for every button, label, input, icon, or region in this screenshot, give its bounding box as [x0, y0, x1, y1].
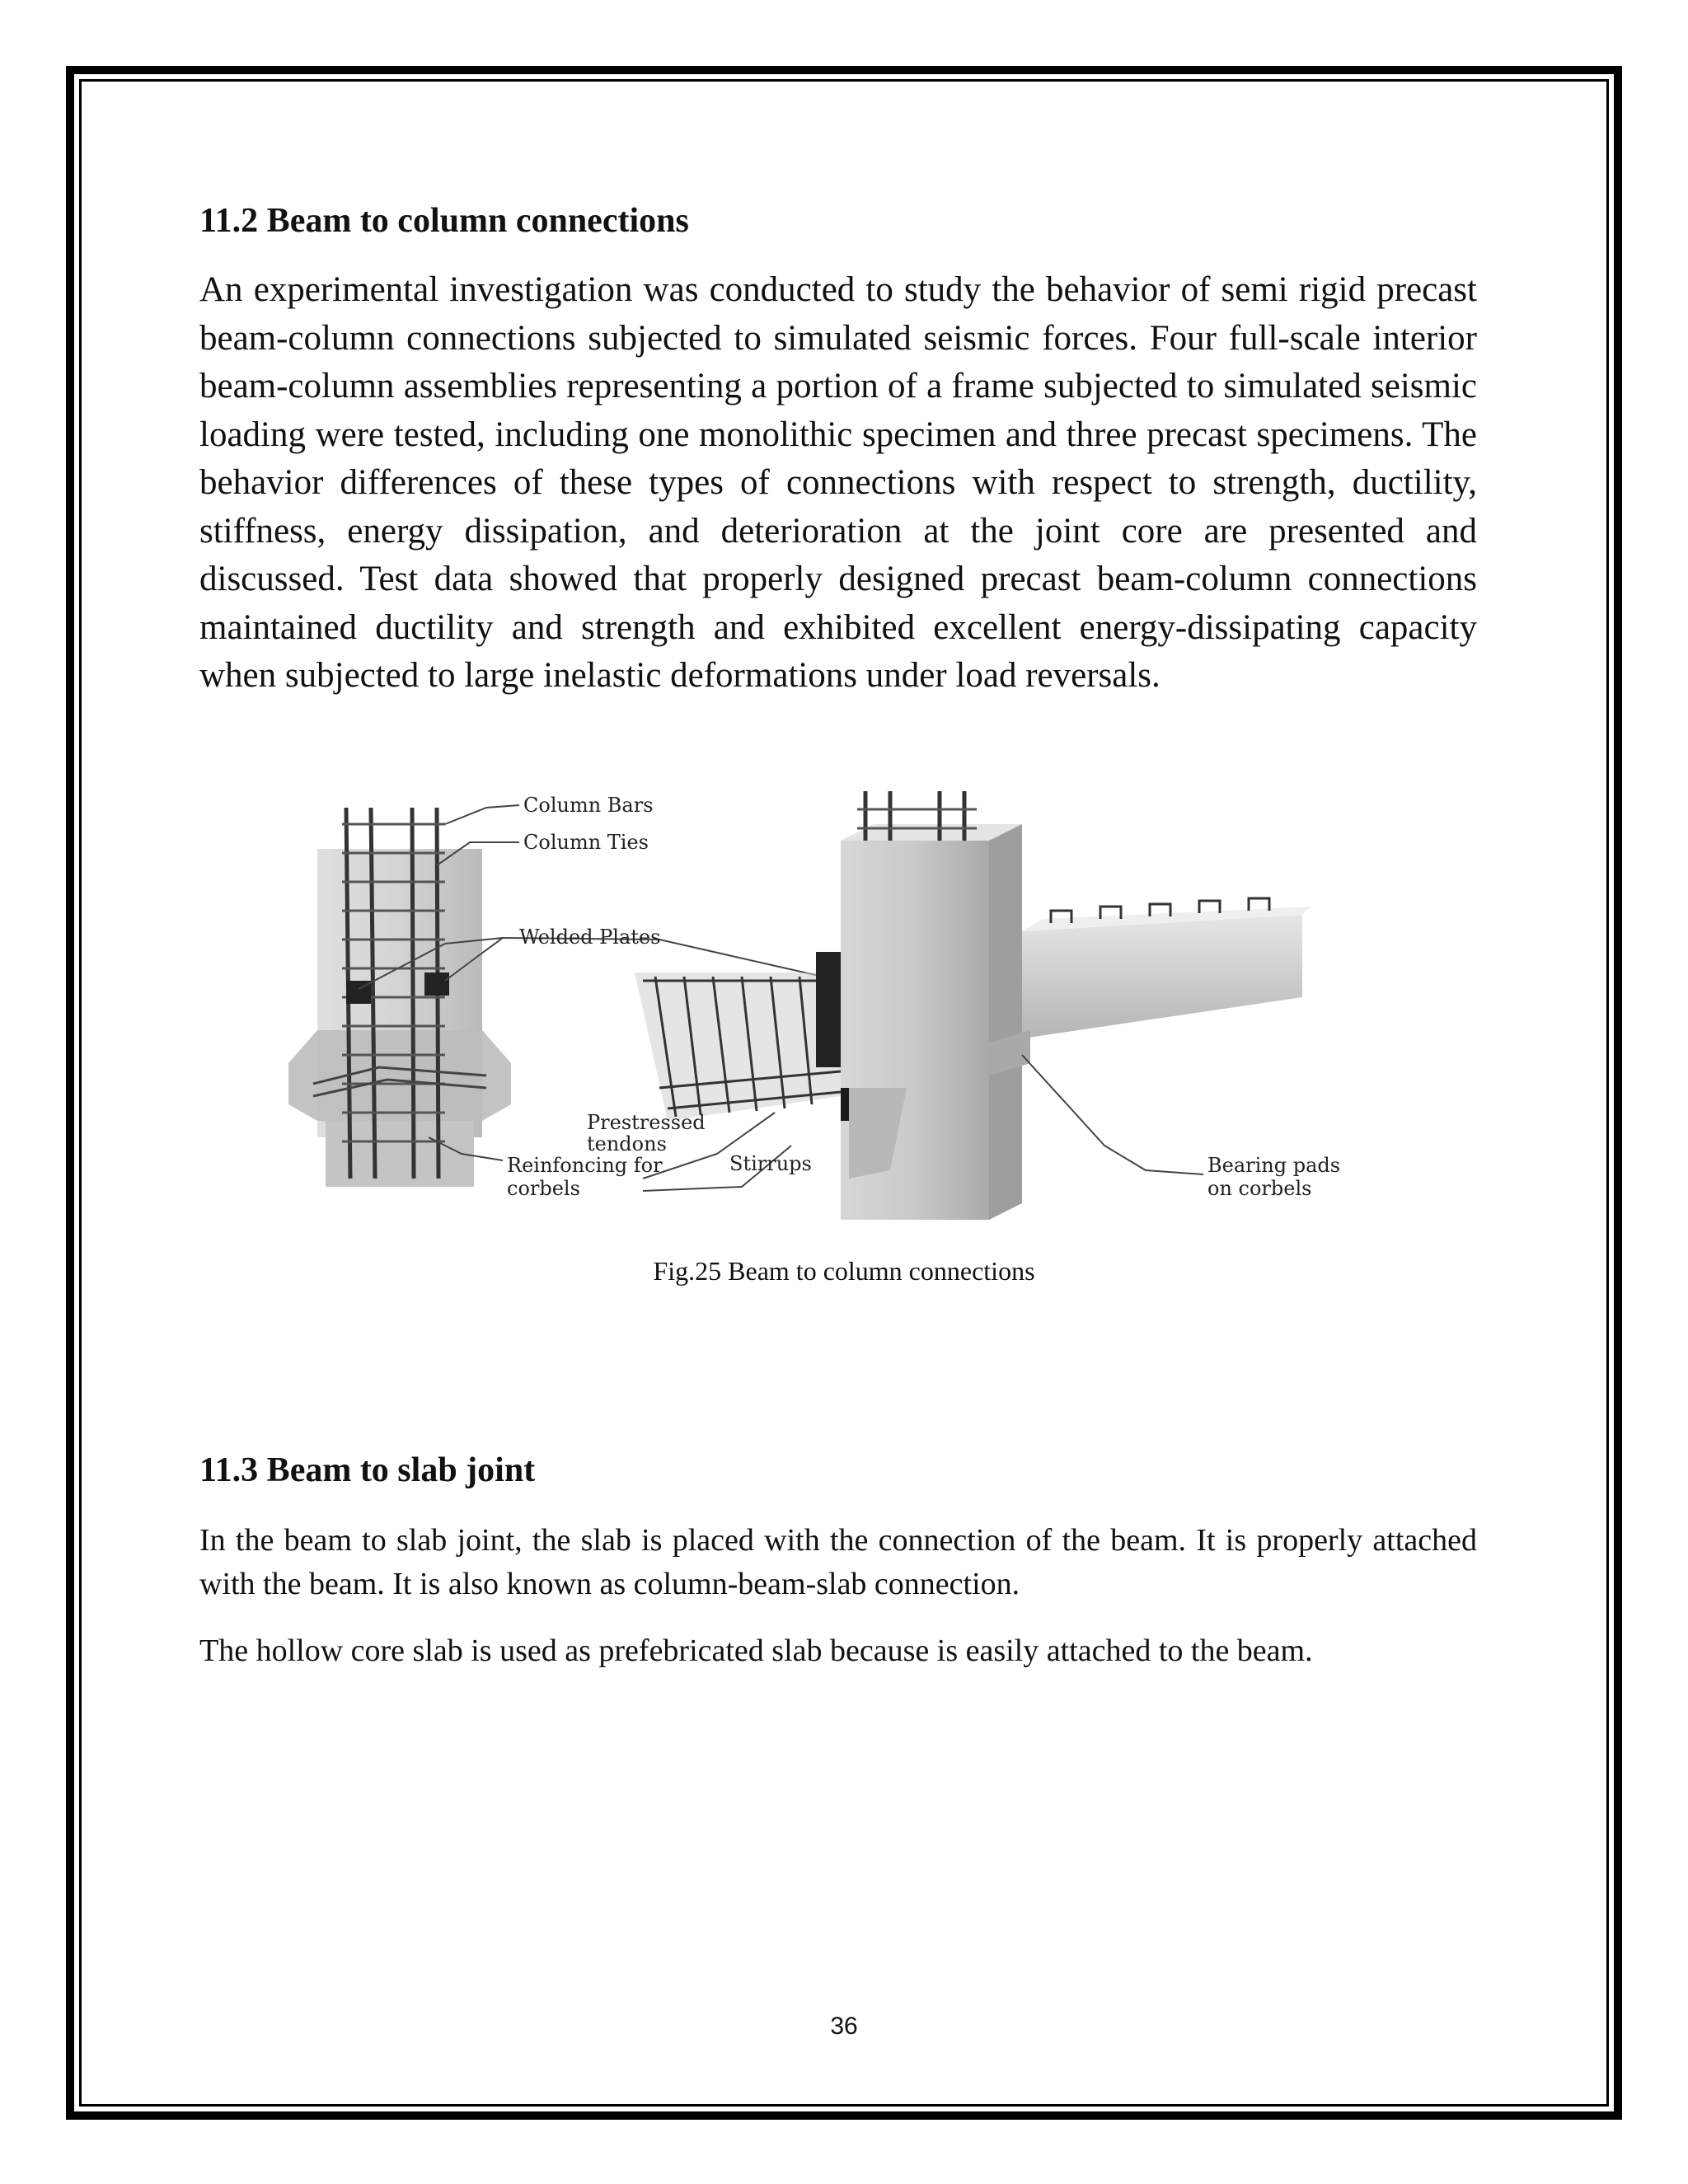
- section-11-2-paragraph: An experimental investigation was conducted to study the behavior of semi rigid precast beam-column connections subjected to simulated seismic forces. Four full-scale interior beam-column assemblies representing a portion of a frame subjected to simulated seismic loading were tested, including one monolithic specimen and three precast specimens. The behavior differences of these types of connections with respect to strength, ductility, stiffness, energy dissipation, and deterioration at the joint core are presented and discussed. Test data showed that properly designed precast beam-column connections maintained ductility and strength and exhibited excellent energy-dissipating capacity when subjected to large inelastic deformations under load reversals.: [199, 270, 1477, 695]
- left-column-drawing: [288, 808, 511, 1187]
- section-11-3-paragraph-1: In the beam to slab joint, the slab is placed with the connection of the beam. It is properly attached with the beam. It is also known as column-beam-slab connection.: [199, 1523, 1477, 1601]
- label-on-corbels: on corbels: [1207, 1177, 1312, 1200]
- beam-column-connection-figure: [280, 791, 1343, 1220]
- label-bearing-pads: Bearing pads: [1207, 1154, 1341, 1177]
- label-tendons: tendons: [587, 1132, 667, 1155]
- label-corbels: corbels: [507, 1177, 580, 1200]
- label-column-ties: Column Ties: [523, 831, 649, 854]
- section-heading-11-2: 11.2 Beam to column connections: [199, 202, 689, 240]
- page-number: 36: [830, 2013, 858, 2040]
- figure-caption: Fig.25 Beam to column connections: [653, 1256, 1035, 1286]
- label-stirrups: Stirrups: [729, 1152, 812, 1175]
- label-prestressed: Prestressed: [587, 1111, 706, 1134]
- label-column-bars: Column Bars: [523, 794, 654, 817]
- label-reinforcing: Reinfoncing for: [507, 1154, 663, 1177]
- section-11-3-paragraph-2: The hollow core slab is used as prefebricated slab because is easily attached to the beam.: [199, 1633, 1313, 1668]
- section-heading-11-3: 11.3 Beam to slab joint: [199, 1451, 536, 1489]
- label-welded-plates: Welded Plates: [519, 926, 661, 949]
